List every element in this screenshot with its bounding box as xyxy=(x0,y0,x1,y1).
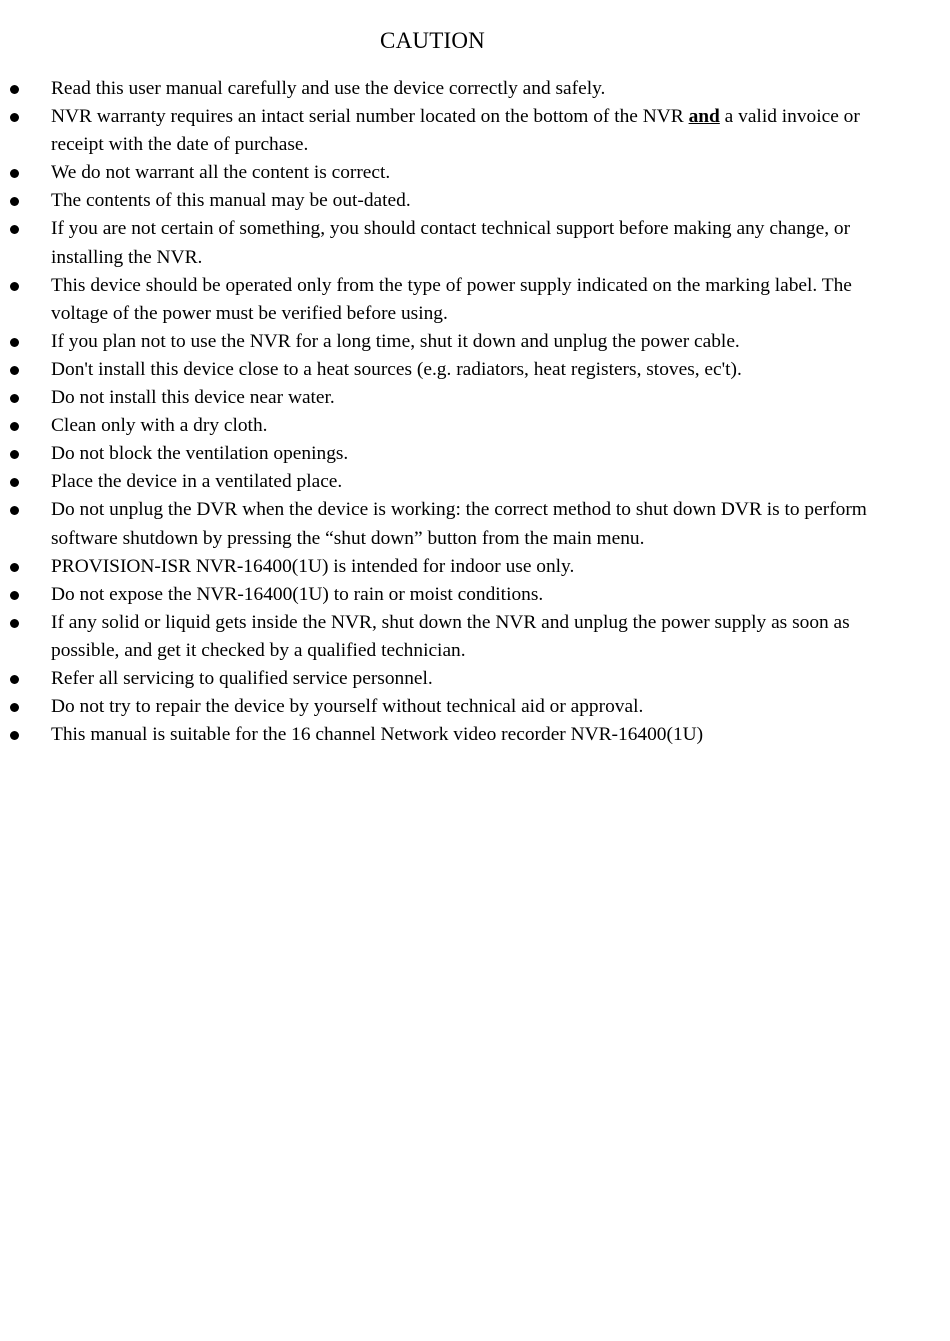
list-item xyxy=(0,412,880,440)
list-item-text: This device should be operated only from the type of power supply indicated on the marking label. The voltage of the power must be verified before using. xyxy=(51,274,852,324)
list-item xyxy=(0,328,880,356)
list-item-text-end: a valid invoice or receipt with the date of purchase. xyxy=(51,106,860,156)
bullet-icon xyxy=(10,394,19,403)
list-item xyxy=(0,693,880,721)
list-item xyxy=(0,75,880,103)
bullet-icon xyxy=(10,703,19,712)
list-item xyxy=(0,665,880,693)
list-item-text: The contents of this manual may be out-dated. xyxy=(51,190,411,212)
bullet-icon xyxy=(10,563,19,572)
list-item-text: Place the device in a ventilated place. xyxy=(51,471,343,493)
list-item xyxy=(0,553,880,581)
list-item-text: Clean only with a dry cloth. xyxy=(51,415,268,437)
list-item-text: Do not block the ventilation openings. xyxy=(51,443,349,465)
list-item xyxy=(0,609,880,665)
bullet-icon xyxy=(10,478,19,487)
bullet-icon xyxy=(10,197,19,206)
bullet-icon xyxy=(10,225,19,234)
list-item xyxy=(0,384,880,412)
page-title: CAUTION xyxy=(380,28,485,53)
list-item xyxy=(0,272,880,328)
bullet-icon xyxy=(10,506,19,515)
bullet-icon xyxy=(10,113,19,122)
list-item-text: If you plan not to use the NVR for a long time, shut it down and unplug the power cable. xyxy=(51,330,740,352)
list-item xyxy=(0,159,880,187)
list-item xyxy=(0,440,880,468)
list-item-text: Refer all servicing to qualified service personnel. xyxy=(51,667,433,689)
list-item xyxy=(0,215,880,271)
list-item-text: PROVISION-ISR NVR-16400(1U) is intended for indoor use only. xyxy=(51,555,575,577)
list-item-text: Do not try to repair the device by yourself without technical aid or approval. xyxy=(51,696,644,718)
bullet-icon xyxy=(10,731,19,740)
list-item xyxy=(0,581,880,609)
list-item-text: Do not install this device near water. xyxy=(51,387,335,409)
list-item-text: If any solid or liquid gets inside the NVR, shut down the NVR and unplug the power supply as soon as possible, and get it checked by a qualified technician. xyxy=(51,611,850,661)
list-item xyxy=(0,356,880,384)
list-item xyxy=(0,721,880,749)
bullet-icon xyxy=(10,169,19,178)
list-item-text: Do not expose the NVR-16400(1U) to rain or moist conditions. xyxy=(51,583,544,605)
list-item xyxy=(0,187,880,215)
list-item-text: Do not unplug the DVR when the device is working: the correct method to shut down DVR is to perform software shutdown by pressing the “shut down” button from the main menu. xyxy=(51,499,867,549)
list-item-text: We do not warrant all the content is correct. xyxy=(51,162,391,184)
bullet-icon xyxy=(10,338,19,347)
list-item-text-start: NVR warranty requires an intact serial number located on the bottom of the NVR xyxy=(51,106,689,128)
caution-list xyxy=(0,75,880,749)
bullet-icon xyxy=(10,591,19,600)
bullet-icon xyxy=(10,422,19,431)
list-item xyxy=(0,103,880,159)
list-item xyxy=(0,468,880,496)
bullet-icon xyxy=(10,366,19,375)
list-item-text: Read this user manual carefully and use the device correctly and safely. xyxy=(51,78,606,99)
list-item-text: Don't install this device close to a heat sources (e.g. radiators, heat registers, stoves, ec't). xyxy=(51,358,742,380)
bullet-icon xyxy=(10,450,19,459)
bullet-icon xyxy=(10,282,19,291)
list-item xyxy=(0,496,880,552)
bullet-icon xyxy=(10,675,19,684)
bullet-icon xyxy=(10,85,19,94)
bullet-icon xyxy=(10,619,19,628)
list-item-text: This manual is suitable for the 16 channel Network video recorder NVR-16400(1U) xyxy=(51,724,704,746)
list-item-text: If you are not certain of something, you should contact technical support before making any change, or installing the NVR. xyxy=(51,218,851,268)
list-item-emphasis: and xyxy=(688,106,720,128)
